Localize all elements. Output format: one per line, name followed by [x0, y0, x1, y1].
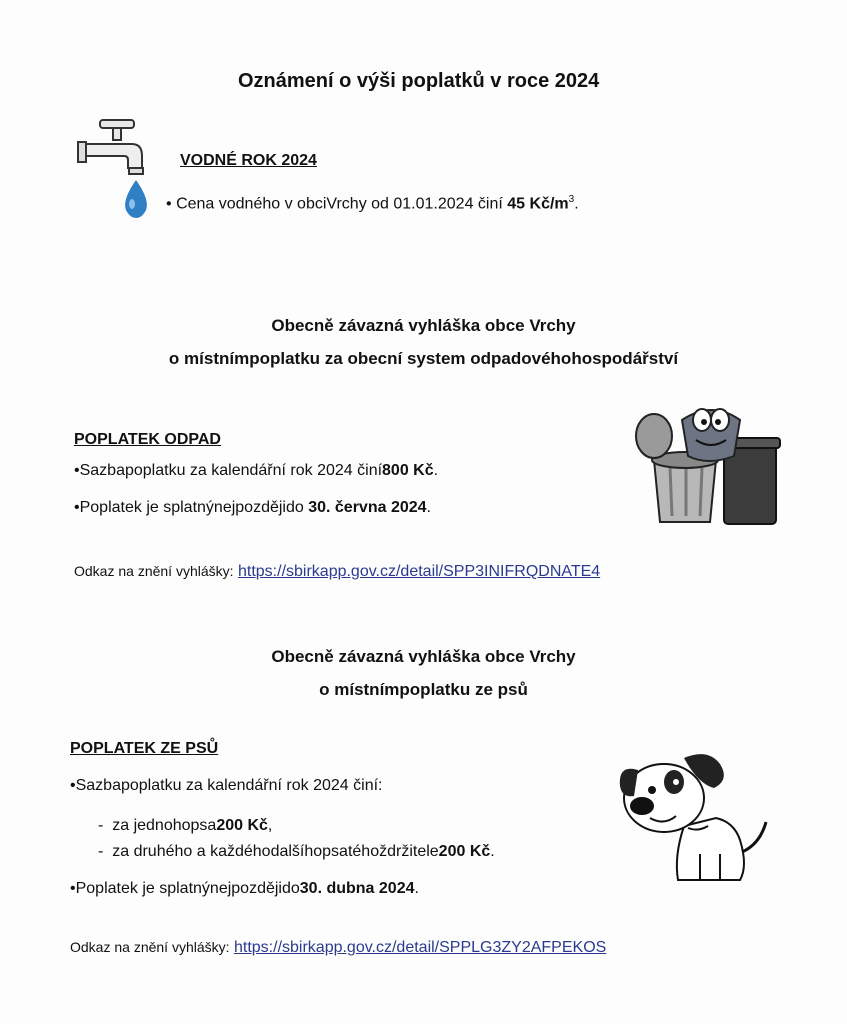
waste-heading: POPLATEK ODPAD: [74, 431, 221, 448]
bullet: •: [70, 880, 76, 897]
waste-link-line: [74, 563, 600, 581]
dog-next-dog-text: za druhého a každéhodalšíhopsatéhoždržitele: [112, 843, 439, 860]
water-fee-end: .: [574, 195, 579, 213]
waste-rate-text: Sazbapoplatku za kalendářní rok 2024 činí: [79, 462, 383, 479]
dog-first-dog-end: ,: [267, 817, 273, 834]
waste-rate-line: [74, 462, 438, 480]
dog-due-line: [70, 880, 419, 898]
dog-next-dog-amount: 200 Kč: [438, 843, 491, 860]
dog-due-date: 30. dubna 2024: [299, 880, 415, 897]
water-fee-text: Cena vodného v obciVrchy od 01.01.2024 činí: [176, 195, 503, 213]
dog-next-dog-end: .: [490, 843, 495, 860]
water-heading: VODNÉ ROK 2024: [180, 152, 317, 169]
page-title: Oznámení o výši poplatků v roce 2024: [238, 70, 600, 92]
dog-rate-text: Sazbapoplatku za kalendářní rok 2024 činí:: [75, 777, 383, 794]
waste-due-line: [74, 499, 431, 517]
dog-ordinance-subtitle: o místnímpoplatku ze psů: [319, 680, 528, 699]
bullet: •: [74, 499, 80, 516]
dog-next-dog-line: [98, 843, 495, 861]
dog-link-label: Odkaz na znění vyhlášky:: [70, 939, 230, 955]
dog-first-dog-text: za jednohopsa: [112, 817, 217, 834]
dog-due-text: Poplatek je splatnýnejpozdějido: [75, 880, 300, 897]
bullet: •: [166, 195, 172, 213]
water-faucet-icon: [76, 112, 156, 220]
water-fee-unit-sup: 3: [568, 194, 575, 205]
waste-due-end: .: [426, 499, 431, 516]
waste-rate-end: .: [433, 462, 439, 479]
trash-bin-icon: [632, 398, 784, 530]
dog-due-end: .: [414, 880, 419, 897]
waste-ordinance-link[interactable]: https://sbirkapp.gov.cz/detail/SPP3INIFRQDNATE4: [237, 563, 601, 580]
dash: -: [98, 817, 104, 834]
waste-due-text: Poplatek je splatnýnejpozdějido: [79, 499, 304, 516]
bullet: •: [70, 777, 76, 794]
dog-link-line: [70, 939, 606, 957]
dog-ordinance-link[interactable]: https://sbirkapp.gov.cz/detail/SPPLG3ZY2AFPEKOS: [233, 939, 607, 956]
dog-icon: [614, 742, 774, 888]
dash: -: [98, 843, 104, 860]
waste-ordinance-title: Obecně závazná vyhláška obce Vrchy: [271, 316, 576, 335]
water-fee-line: [166, 194, 579, 213]
waste-due-date: 30. června 2024: [308, 499, 427, 516]
dog-ordinance-title: Obecně závazná vyhláška obce Vrchy: [271, 647, 576, 666]
dog-first-dog-amount: 200 Kč: [216, 817, 268, 834]
waste-rate-amount: 800 Kč: [382, 462, 434, 479]
bullet: •: [74, 462, 80, 479]
water-fee-price: 45 Kč/m: [507, 195, 569, 213]
dog-heading: POPLATEK ZE PSŮ: [70, 740, 219, 757]
waste-ordinance-subtitle: o místnímpoplatku za obecní system odpadovéhohospodářství: [168, 349, 679, 368]
dog-rate-line: [70, 777, 382, 795]
dog-first-dog-line: [98, 817, 272, 835]
waste-link-label: Odkaz na znění vyhlášky:: [74, 563, 234, 579]
